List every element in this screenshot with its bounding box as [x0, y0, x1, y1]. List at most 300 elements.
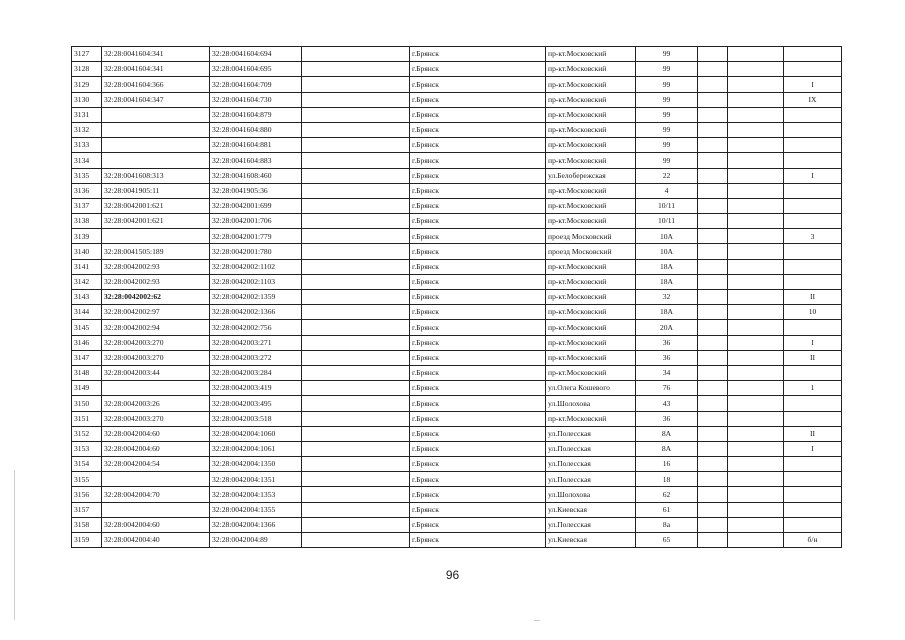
empty-cell [302, 153, 410, 168]
table-row [72, 365, 842, 380]
street-cell: пр-кт.Московский [546, 153, 636, 168]
house-number-cell: 99 [636, 62, 698, 77]
empty-cell [302, 335, 410, 350]
empty-cell [698, 274, 728, 289]
empty-cell [698, 305, 728, 320]
house-number-cell: 18А [636, 259, 698, 274]
premise-number-cell [784, 487, 842, 502]
empty-cell [698, 183, 728, 198]
row-number: 3154 [72, 457, 102, 472]
cadastral-number-object: 32:28:0041604:879 [210, 107, 302, 122]
table-row [72, 198, 842, 213]
cadastral-number-object: 32:28:0042003:271 [210, 335, 302, 350]
city-cell: г.Брянск [410, 472, 546, 487]
row-number: 3138 [72, 214, 102, 229]
city-cell: г.Брянск [410, 107, 546, 122]
street-cell: пр-кт.Московский [546, 214, 636, 229]
city-cell: г.Брянск [410, 92, 546, 107]
premise-number-cell [784, 107, 842, 122]
empty-cell [698, 214, 728, 229]
empty-cell [728, 305, 784, 320]
empty-cell [728, 517, 784, 532]
street-cell: пр-кт.Московский [546, 259, 636, 274]
street-cell: пр-кт.Московский [546, 183, 636, 198]
empty-cell [698, 229, 728, 244]
row-number: 3151 [72, 411, 102, 426]
empty-cell [728, 396, 784, 411]
table-row [72, 62, 842, 77]
empty-cell [698, 168, 728, 183]
premise-number-cell: 10 [784, 305, 842, 320]
cadastral-number-land: 32:28:0042002:93 [102, 259, 210, 274]
city-cell: г.Брянск [410, 502, 546, 517]
row-number: 3147 [72, 350, 102, 365]
table-row [72, 472, 842, 487]
premise-number-cell [784, 365, 842, 380]
cadastral-number-land: 32:28:0042002:97 [102, 305, 210, 320]
house-number-cell: 10/11 [636, 214, 698, 229]
row-number: 3150 [72, 396, 102, 411]
row-number: 3137 [72, 198, 102, 213]
cadastral-number-land: 32:28:0041905:11 [102, 183, 210, 198]
premise-number-cell [784, 122, 842, 137]
cadastral-number-land: 32:28:0041604:347 [102, 92, 210, 107]
cadastral-number-land [102, 502, 210, 517]
row-number: 3142 [72, 274, 102, 289]
empty-cell [728, 274, 784, 289]
table-row [72, 229, 842, 244]
street-cell: пр-кт.Московский [546, 138, 636, 153]
row-number: 3128 [72, 62, 102, 77]
table-row [72, 259, 842, 274]
empty-cell [302, 305, 410, 320]
empty-cell [728, 381, 784, 396]
city-cell: г.Брянск [410, 365, 546, 380]
empty-cell [728, 107, 784, 122]
city-cell: г.Брянск [410, 441, 546, 456]
premise-number-cell [784, 214, 842, 229]
cadastral-number-object: 32:28:0042004:1353 [210, 487, 302, 502]
empty-cell [302, 350, 410, 365]
empty-cell [302, 320, 410, 335]
cadastral-number-land: 32:28:0042002:62 [102, 290, 210, 305]
premise-number-cell: I [784, 168, 842, 183]
city-cell: г.Брянск [410, 457, 546, 472]
empty-cell [728, 62, 784, 77]
cadastral-number-object: 32:28:0041604:695 [210, 62, 302, 77]
empty-cell [728, 138, 784, 153]
cadastral-number-land: 32:28:0042001:621 [102, 198, 210, 213]
table-row [72, 92, 842, 107]
row-number: 3132 [72, 122, 102, 137]
cadastral-number-object: 32:28:0042003:272 [210, 350, 302, 365]
row-number: 3158 [72, 517, 102, 532]
cadastral-number-object: 32:28:0042003:495 [210, 396, 302, 411]
empty-cell [698, 244, 728, 259]
empty-cell [302, 517, 410, 532]
cadastral-number-land: 32:28:0042004:60 [102, 426, 210, 441]
row-number: 3145 [72, 320, 102, 335]
cadastral-number-object: 32:28:0042001:699 [210, 198, 302, 213]
table-row [72, 122, 842, 137]
street-cell: ул.Полесская [546, 426, 636, 441]
empty-cell [728, 533, 784, 548]
street-cell: проезд Московский [546, 229, 636, 244]
cadastral-number-land: 32:28:0042004:70 [102, 487, 210, 502]
premise-number-cell [784, 457, 842, 472]
empty-cell [302, 502, 410, 517]
row-number: 3152 [72, 426, 102, 441]
house-number-cell: 99 [636, 138, 698, 153]
row-number: 3149 [72, 381, 102, 396]
table-row [72, 77, 842, 92]
empty-cell [302, 259, 410, 274]
city-cell: г.Брянск [410, 533, 546, 548]
table-row [72, 183, 842, 198]
empty-cell [302, 77, 410, 92]
empty-cell [302, 274, 410, 289]
row-number: 3134 [72, 153, 102, 168]
street-cell: ул.Киевская [546, 533, 636, 548]
cadastral-number-land: 32:28:0041608:313 [102, 168, 210, 183]
row-number: 3139 [72, 229, 102, 244]
house-number-cell: 99 [636, 153, 698, 168]
premise-number-cell: I [784, 77, 842, 92]
house-number-cell: 99 [636, 47, 698, 62]
empty-cell [728, 472, 784, 487]
city-cell: г.Брянск [410, 47, 546, 62]
empty-cell [302, 92, 410, 107]
empty-cell [698, 122, 728, 137]
table-row [72, 457, 842, 472]
premise-number-cell [784, 198, 842, 213]
empty-cell [698, 487, 728, 502]
empty-cell [302, 229, 410, 244]
street-cell: ул.Полесская [546, 441, 636, 456]
cadastral-number-object: 32:28:0042002:756 [210, 320, 302, 335]
row-number: 3140 [72, 244, 102, 259]
premise-number-cell [784, 274, 842, 289]
house-number-cell: 10/11 [636, 198, 698, 213]
city-cell: г.Брянск [410, 229, 546, 244]
cadastral-number-land: 32:28:0042004:40 [102, 533, 210, 548]
row-number: 3148 [72, 365, 102, 380]
empty-cell [698, 77, 728, 92]
house-number-cell: 4 [636, 183, 698, 198]
cadastral-number-land: 32:28:0041505:189 [102, 244, 210, 259]
house-number-cell: 8А [636, 426, 698, 441]
city-cell: г.Брянск [410, 259, 546, 274]
row-number: 3144 [72, 305, 102, 320]
street-cell: ул.Полесская [546, 472, 636, 487]
scan-speck [534, 620, 540, 621]
row-number: 3136 [72, 183, 102, 198]
cadastral-number-land: 32:28:0042004:60 [102, 517, 210, 532]
cadastral-number-land: 32:28:0042003:26 [102, 396, 210, 411]
house-number-cell: 62 [636, 487, 698, 502]
row-number: 3159 [72, 533, 102, 548]
street-cell: пр-кт.Московский [546, 198, 636, 213]
empty-cell [728, 153, 784, 168]
empty-cell [698, 153, 728, 168]
row-number: 3129 [72, 77, 102, 92]
city-cell: г.Брянск [410, 244, 546, 259]
empty-cell [302, 365, 410, 380]
table-row [72, 411, 842, 426]
cadastral-number-object: 32:28:0042001:780 [210, 244, 302, 259]
house-number-cell: 18А [636, 305, 698, 320]
empty-cell [698, 320, 728, 335]
street-cell: пр-кт.Московский [546, 320, 636, 335]
premise-number-cell: IX [784, 92, 842, 107]
table-row [72, 290, 842, 305]
cadastral-number-land [102, 472, 210, 487]
cadastral-number-object: 32:28:0042004:1366 [210, 517, 302, 532]
empty-cell [728, 77, 784, 92]
empty-cell [302, 138, 410, 153]
table-row [72, 305, 842, 320]
cadastral-number-land: 32:28:0042003:270 [102, 411, 210, 426]
empty-cell [302, 244, 410, 259]
cadastral-number-land: 32:28:0041604:341 [102, 47, 210, 62]
street-cell: пр-кт.Московский [546, 305, 636, 320]
premise-number-cell [784, 411, 842, 426]
premise-number-cell [784, 517, 842, 532]
house-number-cell: 22 [636, 168, 698, 183]
scan-edge-line [14, 470, 15, 620]
empty-cell [698, 381, 728, 396]
table-row [72, 381, 842, 396]
table-row [72, 138, 842, 153]
house-number-cell: 10А [636, 244, 698, 259]
empty-cell [302, 426, 410, 441]
city-cell: г.Брянск [410, 396, 546, 411]
premise-number-cell: II [784, 290, 842, 305]
cadastral-number-land: 32:28:0042004:54 [102, 457, 210, 472]
cadastral-number-object: 32:28:0042002:1366 [210, 305, 302, 320]
table-row [72, 487, 842, 502]
table-row [72, 214, 842, 229]
city-cell: г.Брянск [410, 153, 546, 168]
cadastral-number-object: 32:28:0042002:1103 [210, 274, 302, 289]
city-cell: г.Брянск [410, 198, 546, 213]
empty-cell [728, 47, 784, 62]
cadastral-number-object: 32:28:0041604:883 [210, 153, 302, 168]
row-number: 3153 [72, 441, 102, 456]
row-number: 3156 [72, 487, 102, 502]
empty-cell [698, 472, 728, 487]
cadastral-number-object: 32:28:0042004:1350 [210, 457, 302, 472]
cadastral-number-land [102, 381, 210, 396]
street-cell: пр-кт.Московский [546, 335, 636, 350]
city-cell: г.Брянск [410, 305, 546, 320]
premise-number-cell [784, 153, 842, 168]
street-cell: пр-кт.Московский [546, 122, 636, 137]
empty-cell [698, 259, 728, 274]
city-cell: г.Брянск [410, 183, 546, 198]
cadastral-number-object: 32:28:0041905:36 [210, 183, 302, 198]
premise-number-cell [784, 62, 842, 77]
cadastral-number-land [102, 107, 210, 122]
table-row [72, 441, 842, 456]
empty-cell [728, 335, 784, 350]
street-cell: ул.Шолохова [546, 396, 636, 411]
house-number-cell: 61 [636, 502, 698, 517]
street-cell: ул.Белобережская [546, 168, 636, 183]
cadastral-number-land: 32:28:0042001:621 [102, 214, 210, 229]
table-row [72, 350, 842, 365]
table-row [72, 47, 842, 62]
row-number: 3155 [72, 472, 102, 487]
city-cell: г.Брянск [410, 290, 546, 305]
premise-number-cell: I [784, 335, 842, 350]
empty-cell [698, 47, 728, 62]
street-cell: пр-кт.Московский [546, 92, 636, 107]
empty-cell [728, 426, 784, 441]
house-number-cell: 8А [636, 441, 698, 456]
house-number-cell: 65 [636, 533, 698, 548]
table-row [72, 168, 842, 183]
cadastral-number-object: 32:28:0041604:709 [210, 77, 302, 92]
empty-cell [698, 517, 728, 532]
table-row [72, 244, 842, 259]
cadastral-number-land [102, 138, 210, 153]
page-number: 96 [445, 568, 460, 582]
empty-cell [728, 183, 784, 198]
cadastral-number-object: 32:28:0042004:1355 [210, 502, 302, 517]
street-cell: пр-кт.Московский [546, 274, 636, 289]
street-cell: проезд Московский [546, 244, 636, 259]
city-cell: г.Брянск [410, 426, 546, 441]
premise-number-cell: 1 [784, 381, 842, 396]
premise-number-cell [784, 259, 842, 274]
empty-cell [302, 168, 410, 183]
cadastral-number-object: 32:28:0041604:694 [210, 47, 302, 62]
empty-cell [728, 259, 784, 274]
empty-cell [698, 62, 728, 77]
empty-cell [302, 533, 410, 548]
table-row [72, 517, 842, 532]
premise-number-cell: б/н [784, 533, 842, 548]
premise-number-cell [784, 320, 842, 335]
empty-cell [302, 214, 410, 229]
empty-cell [728, 168, 784, 183]
table-row [72, 274, 842, 289]
house-number-cell: 16 [636, 457, 698, 472]
cadastral-number-object: 32:28:0042004:1351 [210, 472, 302, 487]
cadastral-number-land: 32:28:0042004:60 [102, 441, 210, 456]
street-cell: пр-кт.Московский [546, 107, 636, 122]
empty-cell [698, 441, 728, 456]
empty-cell [698, 138, 728, 153]
empty-cell [302, 381, 410, 396]
street-cell: ул.Олега Кошевого [546, 381, 636, 396]
house-number-cell: 10А [636, 229, 698, 244]
empty-cell [728, 229, 784, 244]
table-row [72, 107, 842, 122]
row-number: 3143 [72, 290, 102, 305]
empty-cell [302, 487, 410, 502]
empty-cell [728, 457, 784, 472]
empty-cell [728, 320, 784, 335]
cadastral-number-land [102, 122, 210, 137]
empty-cell [698, 411, 728, 426]
cadastral-number-object: 32:28:0042002:1359 [210, 290, 302, 305]
cadastral-number-object: 32:28:0042004:1061 [210, 441, 302, 456]
empty-cell [302, 441, 410, 456]
city-cell: г.Брянск [410, 381, 546, 396]
table-row [72, 426, 842, 441]
premise-number-cell: 3 [784, 229, 842, 244]
empty-cell [302, 47, 410, 62]
table-row [72, 320, 842, 335]
empty-cell [728, 365, 784, 380]
city-cell: г.Брянск [410, 214, 546, 229]
row-number: 3127 [72, 47, 102, 62]
cadastral-number-object: 32:28:0041604:881 [210, 138, 302, 153]
cadastral-number-land: 32:28:0042002:94 [102, 320, 210, 335]
house-number-cell: 36 [636, 350, 698, 365]
empty-cell [302, 107, 410, 122]
city-cell: г.Брянск [410, 274, 546, 289]
empty-cell [728, 441, 784, 456]
empty-cell [728, 502, 784, 517]
premise-number-cell [784, 138, 842, 153]
empty-cell [302, 290, 410, 305]
row-number: 3131 [72, 107, 102, 122]
street-cell: ул.Полесская [546, 517, 636, 532]
premise-number-cell [784, 396, 842, 411]
house-number-cell: 76 [636, 381, 698, 396]
house-number-cell: 34 [636, 365, 698, 380]
row-number: 3157 [72, 502, 102, 517]
street-cell: пр-кт.Московский [546, 365, 636, 380]
empty-cell [728, 487, 784, 502]
street-cell: ул.Полесская [546, 457, 636, 472]
house-number-cell: 18А [636, 274, 698, 289]
empty-cell [302, 183, 410, 198]
table-row [72, 335, 842, 350]
empty-cell [698, 290, 728, 305]
house-number-cell: 99 [636, 92, 698, 107]
empty-cell [728, 122, 784, 137]
city-cell: г.Брянск [410, 122, 546, 137]
cadastral-number-land: 32:28:0042002:93 [102, 274, 210, 289]
street-cell: пр-кт.Московский [546, 77, 636, 92]
house-number-cell: 20А [636, 320, 698, 335]
cadastral-number-object: 32:28:0042004:89 [210, 533, 302, 548]
row-number: 3133 [72, 138, 102, 153]
house-number-cell: 8а [636, 517, 698, 532]
empty-cell [698, 457, 728, 472]
empty-cell [698, 107, 728, 122]
empty-cell [302, 62, 410, 77]
table-row [72, 153, 842, 168]
empty-cell [698, 92, 728, 107]
cadastral-number-object: 32:28:0042001:779 [210, 229, 302, 244]
cadastral-number-land: 32:28:0042003:270 [102, 335, 210, 350]
row-number: 3130 [72, 92, 102, 107]
cadastral-number-land [102, 229, 210, 244]
empty-cell [728, 92, 784, 107]
house-number-cell: 99 [636, 107, 698, 122]
street-cell: ул.Киевская [546, 502, 636, 517]
cadastral-number-object: 32:28:0042002:1102 [210, 259, 302, 274]
empty-cell [728, 411, 784, 426]
empty-cell [728, 198, 784, 213]
empty-cell [698, 350, 728, 365]
empty-cell [698, 365, 728, 380]
